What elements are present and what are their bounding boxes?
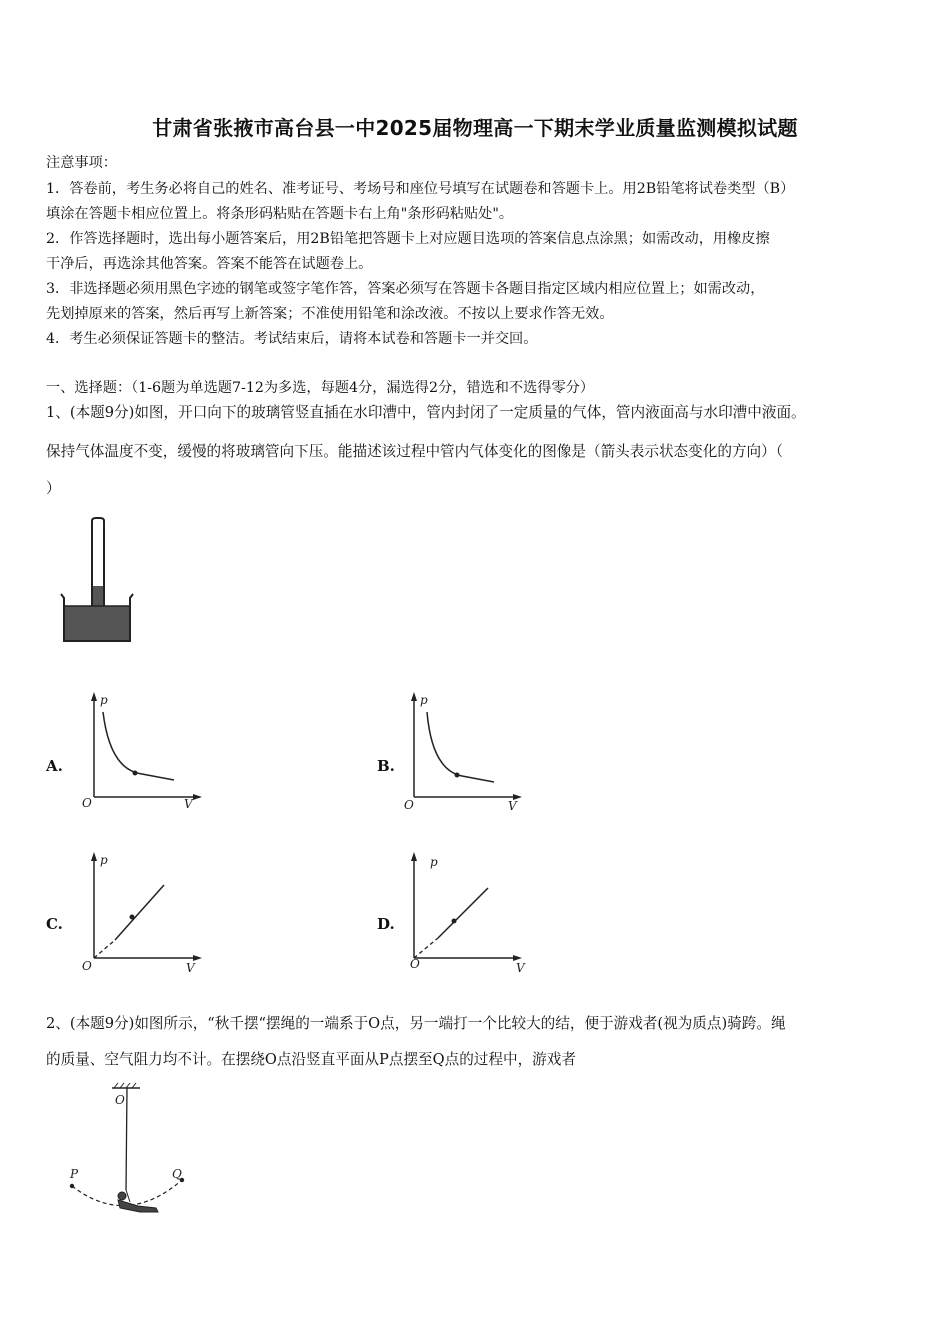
question-1-text: ） [46, 480, 61, 497]
player-figure [118, 1190, 158, 1212]
axis-p-label: p [100, 853, 108, 867]
option-b-label: B. [377, 757, 395, 775]
notice-line: 3．非选择题必须用黑色字迹的钢笔或签字笔作答，答案必须写在答题卡各题目指定区域内相应位置上；如需改动， [46, 281, 765, 297]
notice-line: 先划掉原来的答案，然后再写上新答案；不准使用铅笔和涂改液。不按以上要求作答无效。 [46, 306, 614, 322]
question-2-text: 2、(本题9分)如图所示，“秋千摆“摆绳的一端系于O点，另一端打一个比较大的结，便于游戏者(视为质点)骑跨。绳 [46, 1015, 786, 1032]
option-c-label: C. [46, 915, 63, 933]
swing-figure [60, 1080, 210, 1230]
swing-o-label: O [115, 1093, 125, 1107]
page-title: 甘肃省张掖市高台县一中2025届物理高一下期末学业质量监测模拟试题 [152, 116, 798, 140]
axis-p-label: p [100, 693, 108, 707]
notice-line: 2．作答选择题时，选出每小题答案后，用2B铅笔把答题卡上对应题目选项的答案信息点涂黑；如需改动，用橡皮擦 [46, 231, 770, 247]
axis-origin-label: O [410, 957, 420, 971]
axis-v-label: V [508, 799, 517, 813]
option-b-graph [400, 690, 530, 820]
option-d-graph [400, 850, 530, 980]
axis-v-label: V [184, 797, 193, 811]
axis-p-label: p [430, 855, 438, 869]
section-heading: 一、选择题：（1-6题为单选题7-12为多选，每题4分，漏选得2分，错选和不选得零分） [46, 380, 595, 396]
swing-p-label: P [70, 1167, 79, 1181]
swing-q-label: Q [172, 1167, 182, 1181]
axis-v-label: V [186, 961, 195, 975]
option-a-label: A. [46, 757, 63, 775]
option-d-label: D. [377, 915, 395, 933]
notice-line: 填涂在答题卡相应位置上。将条形码粘贴在答题卡右上角"条形码粘贴处"。 [46, 206, 514, 222]
question-1-text: 1、(本题9分)如图，开口向下的玻璃管竖直插在水印漕中，管内封闭了一定质量的气体，管内液面高与水印漕中液面。 [46, 404, 806, 421]
question-1-text: 保持气体温度不变，缓慢的将玻璃管向下压。能描述该过程中管内气体变化的图像是（箭头表示状态变化的方向）（ [46, 443, 783, 460]
notice-line: 1．答卷前，考生务必将自己的姓名、准考证号、考场号和座位号填写在试题卷和答题卡上。用2B铅笔将试卷类型（B） [46, 181, 795, 197]
axis-origin-label: O [404, 798, 414, 812]
notice-heading: 注意事项： [46, 155, 117, 171]
axis-p-label: p [420, 693, 428, 707]
notice-line: 4．考生必须保证答题卡的整洁。考试结束后，请将本试卷和答题卡一并交回。 [46, 331, 538, 347]
option-c-graph [80, 850, 210, 980]
axis-origin-label: O [82, 796, 92, 810]
axis-v-label: V [516, 961, 525, 975]
notice-line: 干净后，再选涂其他答案。答案不能答在试题卷上。 [46, 256, 373, 272]
option-a-graph [80, 690, 210, 820]
question-2-text: 的质量、空气阻力均不计。在摆绕O点沿竖直平面从P点摆至Q点的过程中，游戏者 [46, 1051, 576, 1068]
axis-origin-label: O [82, 959, 92, 973]
tube-trough-figure [58, 516, 138, 646]
